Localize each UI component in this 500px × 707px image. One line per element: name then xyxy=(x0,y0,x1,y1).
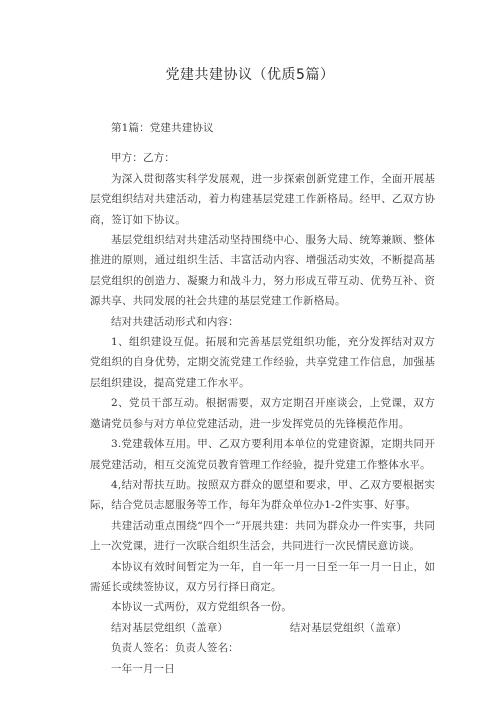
item-paragraph-1: 1、组织建设互促。拓展和完善基层党组织功能，充分发挥结对双方党组织的自身优势，定期交流党建工作经验，共享党建工作信息，加强基层组织建设，提高党建工作水平。 xyxy=(90,336,435,389)
document-body xyxy=(90,118,435,679)
forms-heading: 结对共建活动形式和内容： xyxy=(111,315,239,328)
item-paragraph-2: 2、党员干部互动。根据需要，双方定期召开座谈会，上党课，双方邀请党员参与对方单位党建活动，进一步发挥党员的先锋模范作用。 xyxy=(90,397,435,430)
intro-paragraph: 为深入贯彻落实科学发展观，进一步探索创新党建工作，全面开展基层党组织结对共建活动，着力构建基层党建工作新格局。经甲、乙双方协商，签订如下协议。 xyxy=(90,172,435,226)
signature-right: 结对基层党组织（盖章） xyxy=(289,621,407,634)
focus-paragraph: 共建活动重点围绕“四个一”开展共建：共同为群众办一件实事，共同上一次党课，进行一次联合组织生活会，共同进行一次民情民意访谈。 xyxy=(90,519,435,553)
signature-left: 结对基层党组织（盖章） xyxy=(111,621,229,634)
principle-paragraph: 基层党组织结对共建活动坚持围绕中心、服务大局、统筹兼顾、整体推进的原则，通过组织生活、丰富活动内容、增强活动实效，不断提高基层党组织的创造力、凝聚力和战斗力，努力形成互带互动、优势互补、资源共享、共同发展的社会共建的基层党建工作新格局。 xyxy=(90,234,435,308)
salutation: 甲方：乙方： xyxy=(111,152,175,165)
item-paragraph-4: 4,结对帮扶互助。按照双方群众的愿望和要求，甲、乙双方要根据实际，结合党员志愿服务等工作，每年为群众单位办1-2件实事、好事。 xyxy=(90,478,435,512)
signer-names: 负责人签名：负责人签名： xyxy=(111,642,239,655)
item-paragraph-3: 3.党建载体互用。甲、乙双方要利用本单位的党建资源，定期共同开展党建活动，相互交流党员教育管理工作经验，提升党建工作整体水平。 xyxy=(90,438,435,471)
document-title: 党建共建协议（优质5篇） xyxy=(165,67,335,83)
document-date: 一年一月一日 xyxy=(111,662,175,675)
validity-paragraph: 本协议有效时间暂定为一年，自一年一月一日至一年一月一日止，如需延长或续签协议，双方另行择日商定。 xyxy=(90,560,435,593)
signature-row xyxy=(90,618,435,638)
chapter-heading: 第1篇：党建共建协议 xyxy=(111,122,214,134)
copies-paragraph: 本协议一式两份，双方党组织各一份。 xyxy=(111,601,293,614)
